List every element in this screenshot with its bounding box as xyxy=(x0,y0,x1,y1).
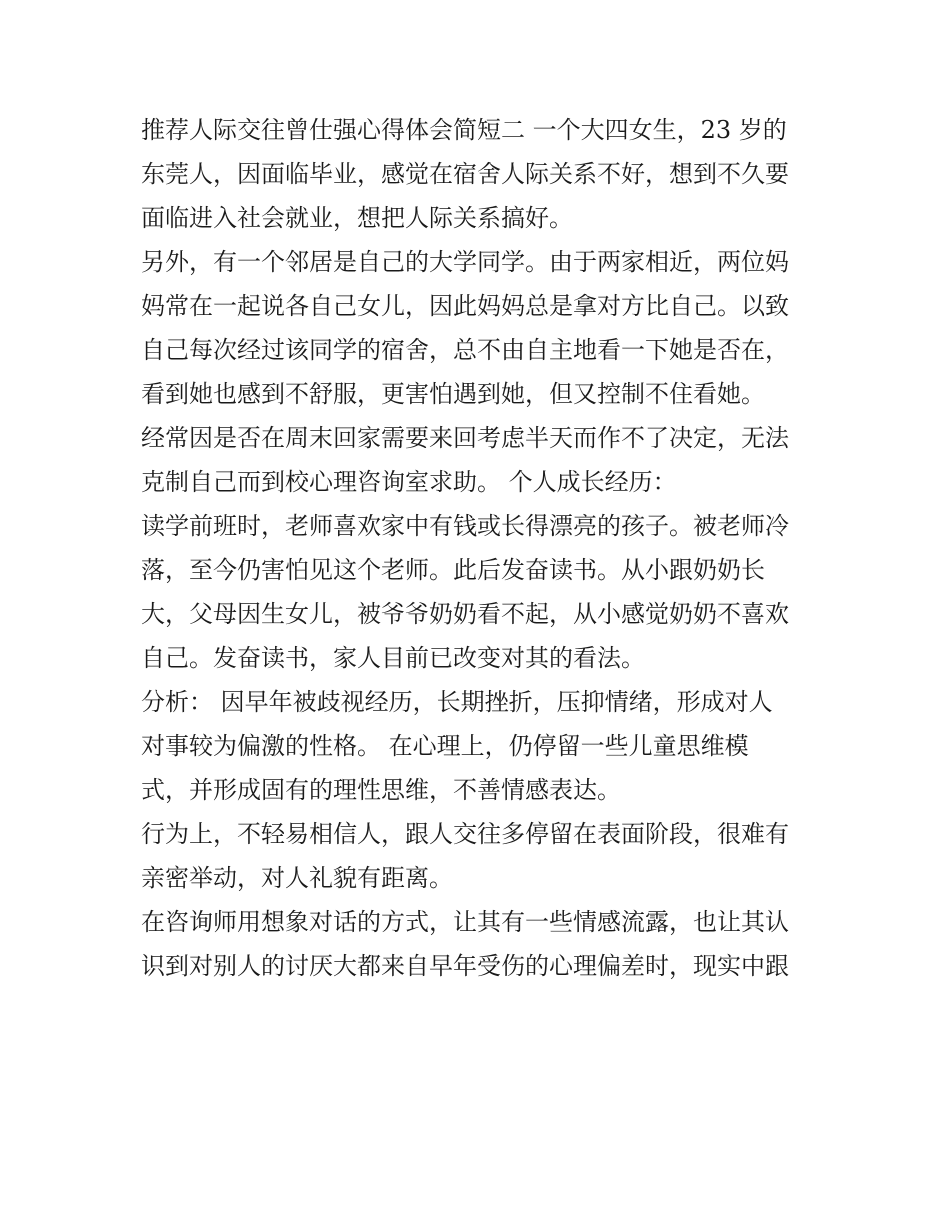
text-line: 读学前班时，老师喜欢家中有钱或长得漂亮的孩子。被老师冷 xyxy=(141,512,789,540)
text-line: 大，父母因生女儿，被爷爷奶奶看不起，从小感觉奶奶不喜欢 xyxy=(141,600,789,628)
text-line: 看到她也感到不舒服，更害怕遇到她，但又控制不住看她。 xyxy=(141,380,765,408)
text-line: 式，并形成固有的理性思维，不善情感表达。 xyxy=(141,776,621,804)
text-line: 面临进入社会就业，想把人际关系搞好。 xyxy=(141,204,573,232)
text-line: 落，至今仍害怕见这个老师。此后发奋读书。从小跟奶奶长 xyxy=(141,556,765,584)
text-line: 东莞人，因面临毕业，感觉在宿舍人际关系不好，想到不久要 xyxy=(141,160,789,188)
text-line: 分析： 因早年被歧视经历，长期挫折，压抑情绪，形成对人 xyxy=(141,688,773,716)
text-line: 对事较为偏激的性格。 在心理上，仍停留一些儿童思维模 xyxy=(141,732,749,760)
text-line: 自己每次经过该同学的宿舍，总不由自主地看一下她是否在， xyxy=(141,336,789,364)
text-line: 行为上，不轻易相信人，跟人交往多停留在表面阶段，很难有 xyxy=(141,820,789,848)
text-line: 推荐人际交往曾仕强心得体会简短二 一个大四女生，23 岁的 xyxy=(141,116,787,144)
text-line: 另外，有一个邻居是自己的大学同学。由于两家相近，两位妈 xyxy=(141,248,789,276)
text-line: 妈常在一起说各自己女儿，因此妈妈总是拿对方比自己。以致 xyxy=(141,292,789,320)
text-line: 克制自己而到校心理咨询室求助。 个人成长经历： xyxy=(141,468,677,496)
text-line: 自己。发奋读书，家人目前已改变对其的看法。 xyxy=(141,644,645,672)
text-line: 经常因是否在周末回家需要来回考虑半天而作不了决定，无法 xyxy=(141,424,789,452)
document-body xyxy=(141,108,821,988)
text-line: 识到对别人的讨厌大都来自早年受伤的心理偏差时，现实中跟 xyxy=(141,952,789,980)
text-line: 在咨询师用想象对话的方式，让其有一些情感流露，也让其认 xyxy=(141,908,789,936)
text-line: 亲密举动，对人礼貌有距离。 xyxy=(141,864,453,892)
